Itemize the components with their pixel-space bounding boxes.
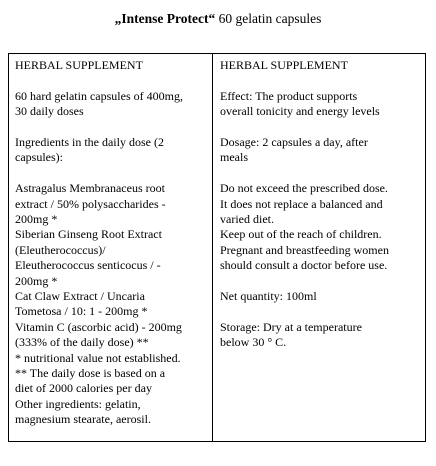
dosage-line: Dosage: 2 capsules a day, after [220,135,368,149]
warning-line: should consult a doctor before use. [220,258,388,273]
warning-line: Do not exceed the prescribed dose. [220,181,388,196]
ingredient-line: Tometosa / 10: 1 - 200mg * [15,304,148,319]
warning-line: Pregnant and breastfeeding women [220,242,389,257]
storage-line: Storage: Dry at a temperature [220,319,362,334]
warning-line: It does not replace a balanced and [220,196,383,211]
effect-line: Effect: The product supports [220,88,358,103]
effect-line: overall tonicity and energy levels [220,104,380,119]
ingredient-line: Cat Claw Extract / Uncaria [15,289,145,304]
ingredient-line: Eleutherococcus senticocus / - [15,258,161,273]
ingredient-line: (333% of the daily dose) ** [15,335,149,350]
ingredient-line: Vitamin C (ascorbic acid) - 200mg [15,319,182,334]
ingredient-line: * nutritional value not established. [15,350,181,365]
capsule-info-line: 60 hard gelatin capsules of 400mg, [15,88,183,103]
ingredients-heading-line: Ingredients in the daily dose (2 [15,135,164,149]
ingredient-line: diet of 2000 calories per day [15,381,152,396]
right-column [213,54,425,441]
warning-line: varied diet. [220,212,274,227]
left-heading: HERBAL SUPPLEMENT [15,58,143,72]
ingredients-heading-line: capsules): [15,150,63,165]
ingredient-line: Other ingredients: gelatin, [15,396,141,411]
ingredient-line: extract / 50% polysaccharides - [15,196,166,211]
document-title [0,11,436,27]
ingredient-line: magnesium stearate, aerosil. [15,412,151,427]
ingredient-line: 200mg * [15,212,58,227]
left-column [9,54,213,441]
ingredient-line: ** The daily dose is based on a [15,366,166,381]
ingredient-line: Astragalus Membranaceus root [15,181,165,196]
ingredient-line: 200mg * [15,273,58,288]
product-name: „Intense Protect“ [114,11,216,26]
right-heading: HERBAL SUPPLEMENT [220,58,348,72]
ingredient-line: (Eleutherococcus)/ [15,242,106,257]
ingredient-line: Siberian Ginseng Root Extract [15,227,162,242]
net-quantity: Net quantity: 100ml [220,289,317,304]
storage-line: below 30 ° C. [220,335,287,350]
supplement-label-table [8,53,426,442]
capsule-info-line: 30 daily doses [15,104,84,119]
product-subtitle: 60 gelatin capsules [215,11,322,26]
warning-line: Keep out of the reach of children. [220,227,382,242]
dosage-line: meals [220,150,248,165]
